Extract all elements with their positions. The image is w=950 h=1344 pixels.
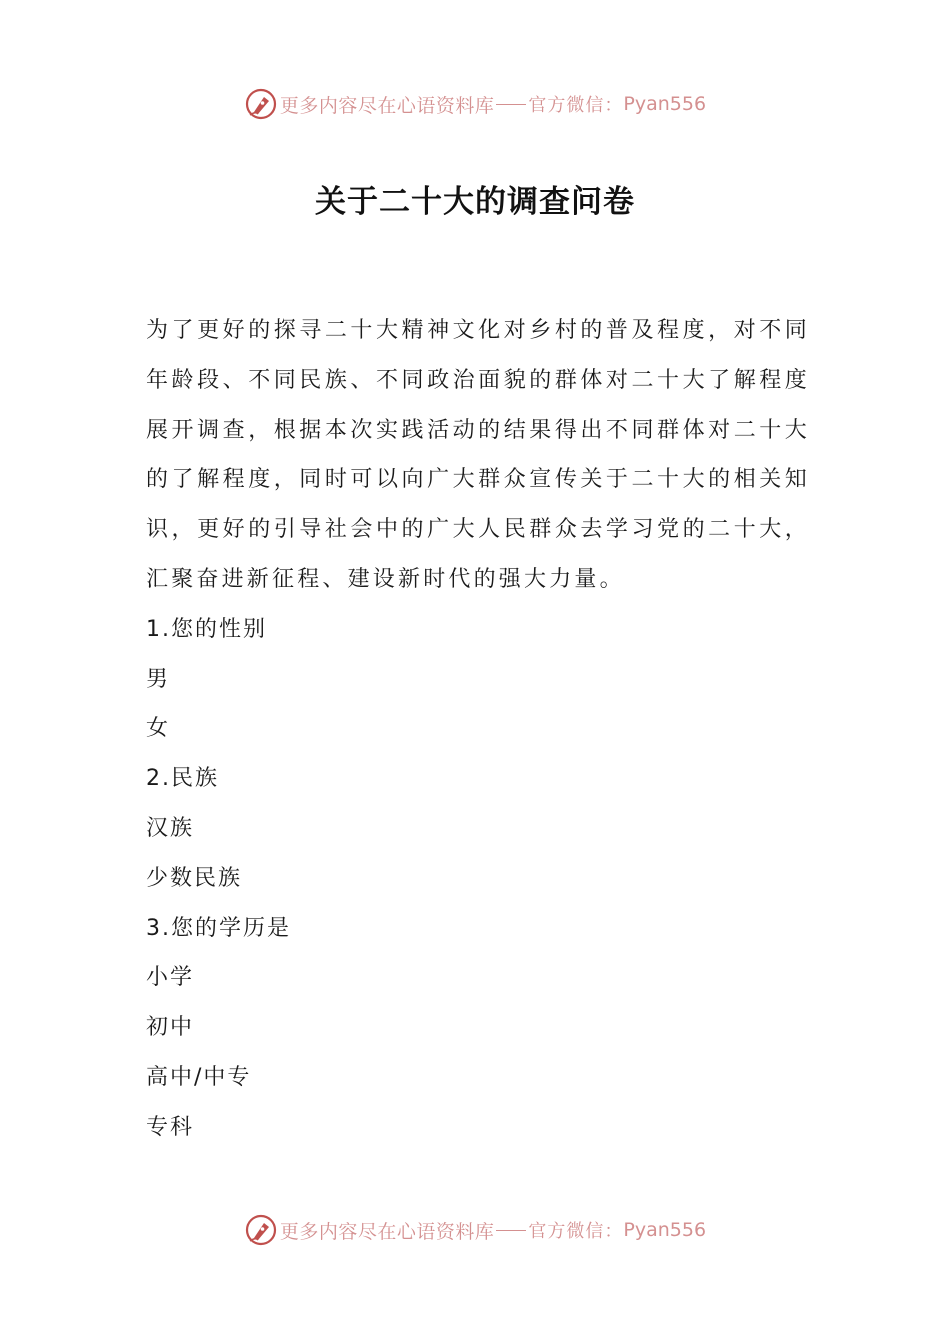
watermark-text: 更多内容尽在心语资料库 [279,94,495,117]
question-label: 1.您的性别 [146,616,267,642]
question-label: 2.民族 [146,766,219,792]
document-title: 关于二十大的调查问卷 [315,184,635,220]
option-item: 专科 [146,1114,195,1140]
watermark-wechat-label: 官方微信： [528,95,624,116]
watermark-banner-bottom [0,1210,950,1250]
watermark-text: 更多内容尽在心语资料库 [279,1220,495,1243]
option-item: 小学 [146,965,195,991]
option-item: 女 [146,716,171,742]
option-item: 汉族 [146,815,195,841]
intro-paragraph: 为了更好的探寻二十大精神文化对乡村的普及程度，对不同年龄段、不同民族、不同政治面貌的群体对二十大了解程度展开调查，根据本次实践活动的结果得出不同群体对二十大的了解程度，同时可以向广大群众宣传关于二十大的相关知识，更好的引导社会中的广大人民群众去学习党的二十大，汇聚奋进新征程、建设新时代的强大力量。 [146,318,810,592]
option-item: 初中 [146,1015,195,1041]
option-item: 男 [146,666,171,692]
watermark-wechat-id: Pyan556 [623,93,707,115]
watermark-wechat-id: Pyan556 [623,1219,707,1241]
option-item: 少数民族 [146,865,243,891]
question-1 [146,605,810,754]
watermark-wechat-label: 官方微信： [528,1221,624,1242]
pen-nib-logo-icon [244,1213,278,1247]
watermark-dash [496,1230,526,1231]
question-2 [146,754,810,903]
question-3 [146,904,810,1153]
option-item: 高中/中专 [146,1064,252,1090]
document-body [146,306,810,1153]
pen-nib-logo-icon [244,87,278,121]
watermark-dash [496,104,526,105]
question-label: 3.您的学历是 [146,915,291,941]
watermark-banner-top [0,84,950,124]
